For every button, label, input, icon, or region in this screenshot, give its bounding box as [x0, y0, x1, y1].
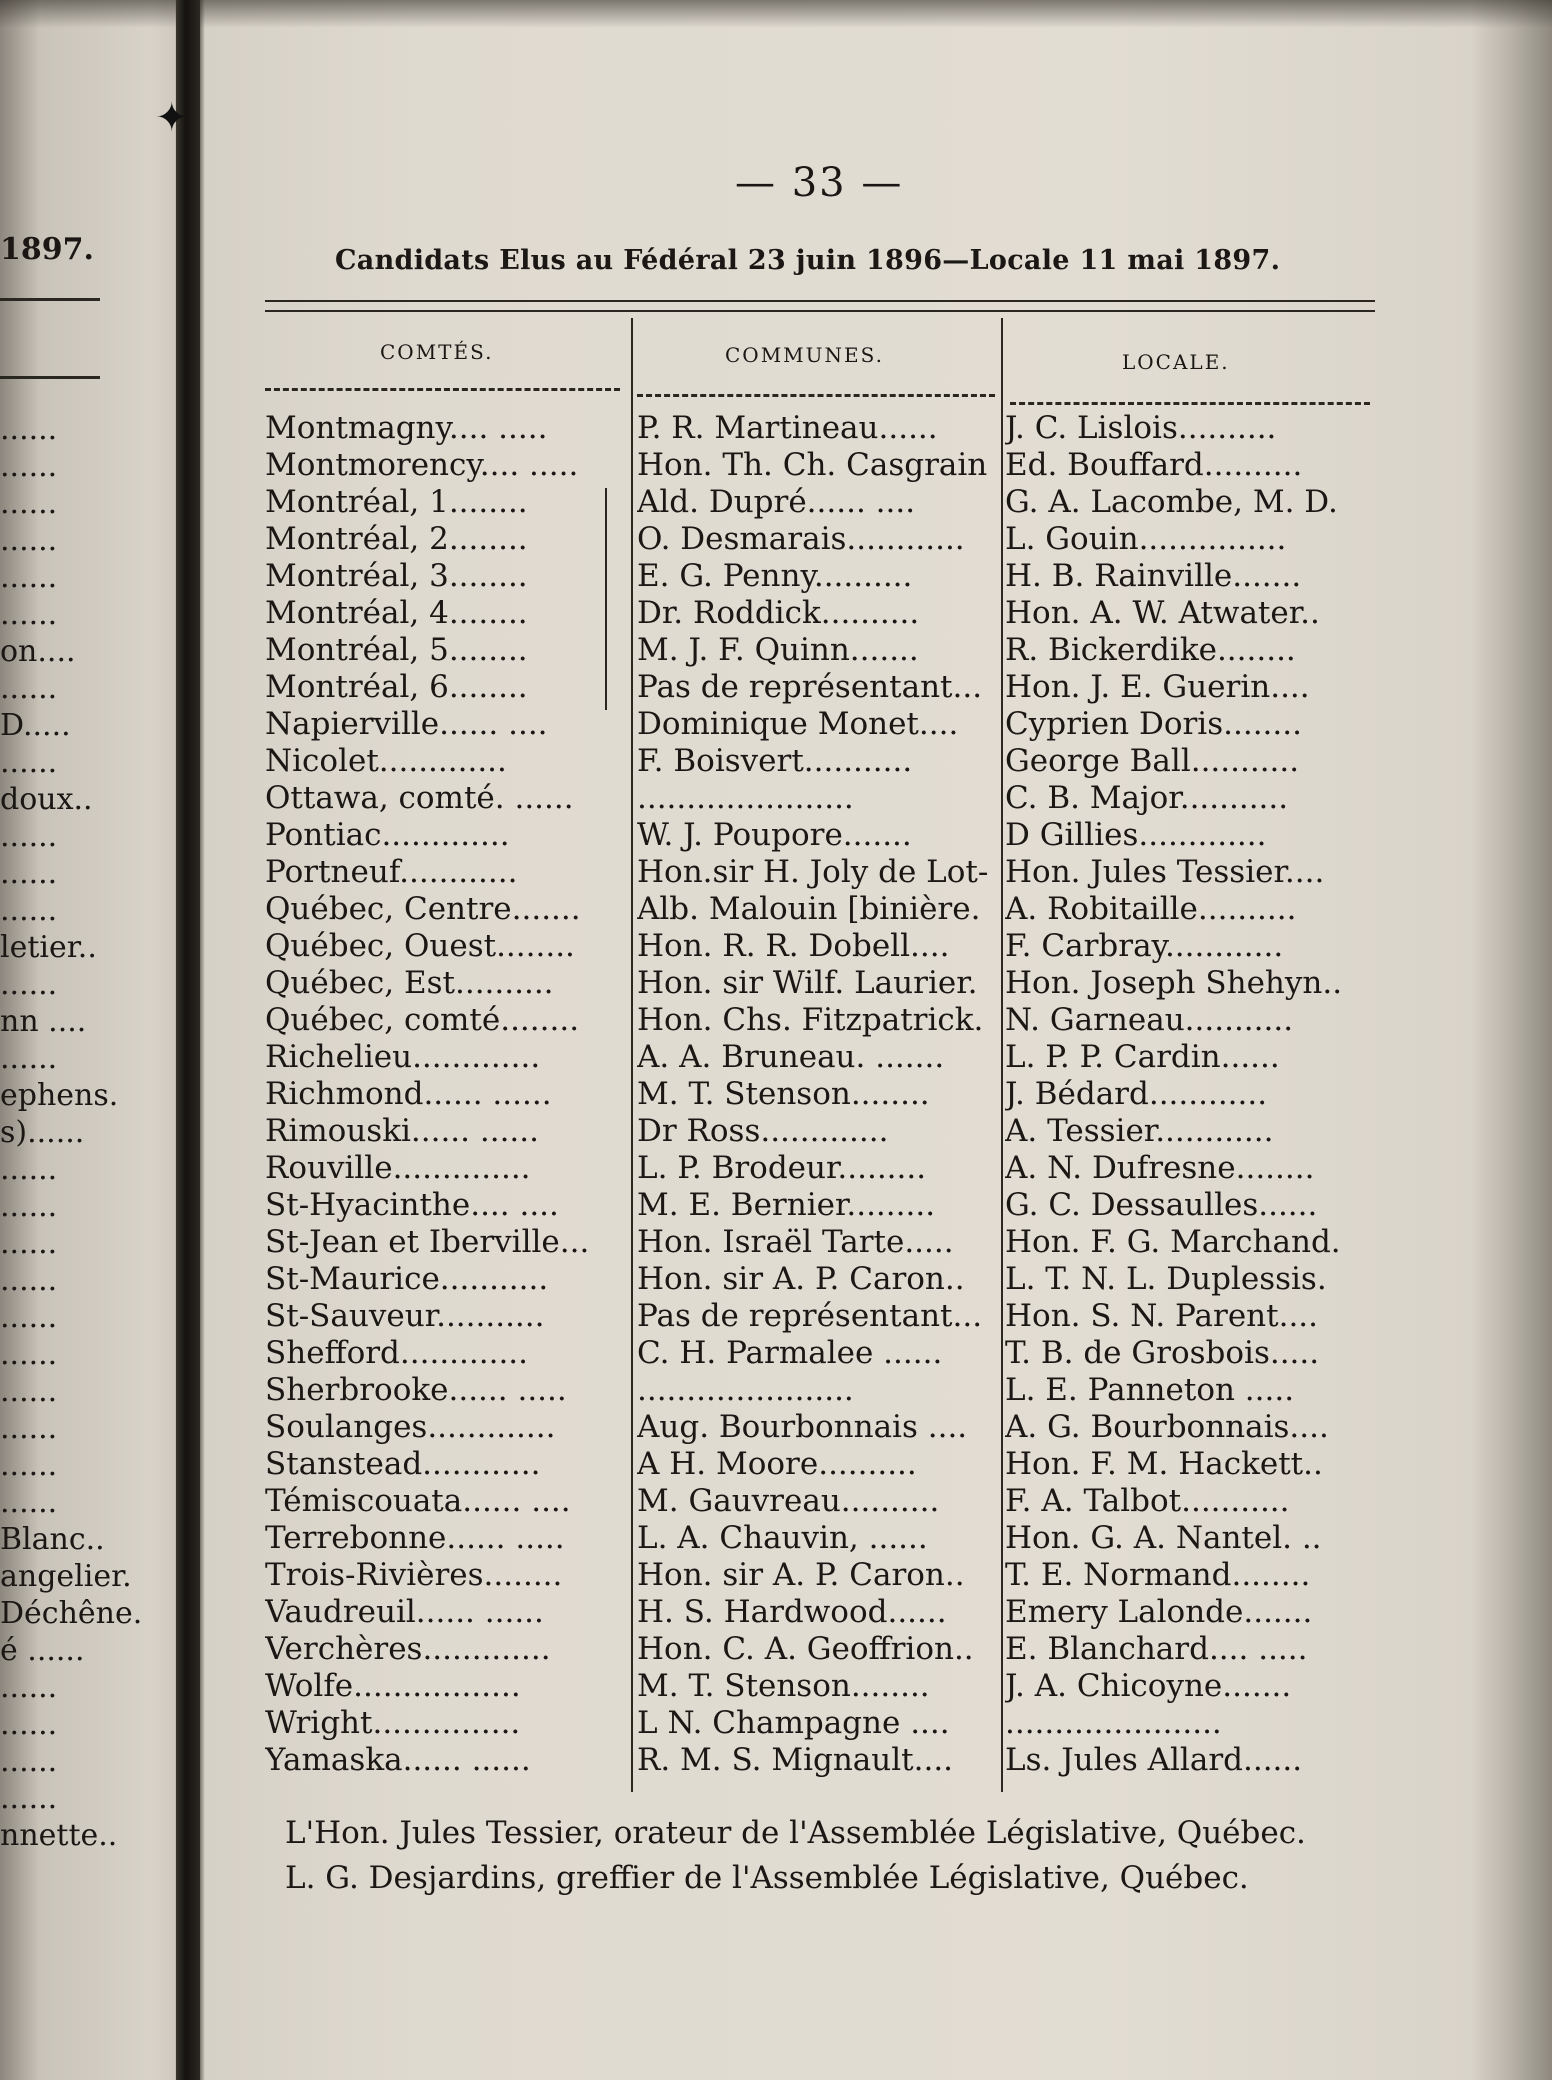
left-page-line: nn .... — [0, 1004, 87, 1039]
communes-cell: H. S. Hardwood...... — [637, 1594, 947, 1630]
table-row — [205, 1187, 1405, 1224]
left-page-line: Déchêne. — [0, 1596, 143, 1631]
county-cell: Napierville...... .... — [265, 706, 548, 742]
left-page-line: ...... — [0, 1374, 58, 1409]
county-cell: Nicolet............. — [265, 743, 507, 779]
table-row — [205, 1261, 1405, 1298]
table-row — [205, 1409, 1405, 1446]
left-page-line: ...... — [0, 1041, 58, 1076]
locale-cell: D Gillies............. — [1005, 817, 1267, 853]
left-page-line: ...... — [0, 1485, 58, 1520]
right-page — [205, 0, 1505, 2080]
left-page-line: Blanc.. — [0, 1522, 105, 1557]
county-cell: Montréal, 5........ — [265, 632, 528, 668]
left-page-line: ...... — [0, 1781, 58, 1816]
locale-cell: J. C. Lislois.......... — [1005, 410, 1277, 446]
left-page-fragment — [0, 0, 180, 2080]
county-cell: Soulanges............. — [265, 1409, 556, 1445]
left-page-line: ...... — [0, 745, 58, 780]
table-row — [205, 1705, 1405, 1742]
locale-cell: H. B. Rainville....... — [1005, 558, 1302, 594]
locale-cell: T. B. de Grosbois..... — [1005, 1335, 1320, 1371]
table-row — [205, 632, 1405, 669]
communes-cell: Hon. Israël Tarte..... — [637, 1224, 954, 1260]
locale-cell: Hon. J. E. Guerin.... — [1005, 669, 1310, 705]
communes-cell: L N. Champagne .... — [637, 1705, 950, 1741]
communes-cell: Hon. Th. Ch. Casgrain — [637, 447, 988, 483]
page-header: Candidats Elus au Fédéral 23 juin 1896—Locale 11 mai 1897. — [335, 245, 1281, 276]
table-row — [205, 1076, 1405, 1113]
page-number: — 33 — — [735, 160, 904, 206]
county-cell: Pontiac............. — [265, 817, 510, 853]
communes-cell: M. E. Bernier......... — [637, 1187, 936, 1223]
left-page-line: ...... — [0, 486, 58, 521]
communes-cell: E. G. Penny.......... — [637, 558, 913, 594]
left-page-rule — [0, 298, 100, 301]
locale-cell: Hon. F. M. Hackett.. — [1005, 1446, 1323, 1482]
locale-cell: Hon. Jules Tessier.... — [1005, 854, 1325, 890]
table-row — [205, 558, 1405, 595]
county-cell: Sherbrooke...... ..... — [265, 1372, 567, 1408]
table-row — [205, 1298, 1405, 1335]
locale-cell: L. T. N. L. Duplessis. — [1005, 1261, 1327, 1297]
left-page-line: ...... — [0, 523, 58, 558]
table-row — [205, 965, 1405, 1002]
communes-cell: Hon. sir A. P. Caron.. — [637, 1557, 965, 1593]
locale-cell: N. Garneau........... — [1005, 1002, 1294, 1038]
communes-cell: Hon. sir Wilf. Laurier. — [637, 965, 978, 1001]
county-cell: Québec, Est.......... — [265, 965, 554, 1001]
left-page-line: ...... — [0, 560, 58, 595]
table-row — [205, 743, 1405, 780]
county-cell: Trois-Rivières........ — [265, 1557, 563, 1593]
left-page-line: ...... — [0, 1707, 58, 1742]
left-page-line: on.... — [0, 634, 76, 669]
communes-cell: W. J. Poupore....... — [637, 817, 912, 853]
column-header-comtes: COMTÉS. — [380, 340, 494, 364]
communes-cell: Pas de représentant... — [637, 669, 983, 705]
table-row — [205, 780, 1405, 817]
communes-cell: ...................... — [637, 1372, 854, 1408]
locale-cell: R. Bickerdike........ — [1005, 632, 1296, 668]
left-page-line: ...... — [0, 1670, 58, 1705]
table-row — [205, 1668, 1405, 1705]
county-cell: St-Jean et Iberville... — [265, 1224, 590, 1260]
table-row — [205, 1446, 1405, 1483]
communes-cell: Dominique Monet.... — [637, 706, 959, 742]
locale-cell: Hon. A. W. Atwater.. — [1005, 595, 1320, 631]
locale-cell: J. A. Chicoyne....... — [1005, 1668, 1292, 1704]
table-row — [205, 669, 1405, 706]
communes-cell: A. A. Bruneau. ....... — [637, 1039, 945, 1075]
locale-cell: L. Gouin............... — [1005, 521, 1287, 557]
county-cell: Rimouski...... ...... — [265, 1113, 539, 1149]
table-row — [205, 1372, 1405, 1409]
county-cell: Rouville.............. — [265, 1150, 531, 1186]
column-header-communes: COMMUNES. — [725, 343, 884, 367]
table-row — [205, 891, 1405, 928]
communes-cell: O. Desmarais............ — [637, 521, 965, 557]
communes-cell: L. P. Brodeur......... — [637, 1150, 927, 1186]
left-page-line: ...... — [0, 1448, 58, 1483]
communes-cell: C. H. Parmalee ...... — [637, 1335, 943, 1371]
left-page-line: ...... — [0, 1300, 58, 1335]
left-page-line: ...... — [0, 1226, 58, 1261]
left-page-line: ephens. — [0, 1078, 119, 1113]
county-cell: Montmorency.... ..... — [265, 447, 579, 483]
county-cell: Montréal, 6........ — [265, 669, 528, 705]
left-page-line: angelier. — [0, 1559, 132, 1594]
communes-cell: Ald. Dupré...... .... — [637, 484, 916, 520]
left-page-line: ...... — [0, 1744, 58, 1779]
communes-cell: Hon.sir H. Joly de Lot- — [637, 854, 989, 890]
locale-cell: T. E. Normand........ — [1005, 1557, 1311, 1593]
communes-cell: Hon. Chs. Fitzpatrick. — [637, 1002, 984, 1038]
table-row — [205, 447, 1405, 484]
communes-cell: R. M. S. Mignault.... — [637, 1742, 954, 1778]
page-gutter — [176, 0, 200, 2080]
table-row — [205, 484, 1405, 521]
county-cell: Verchères............. — [265, 1631, 551, 1667]
locale-cell: Hon. G. A. Nantel. .. — [1005, 1520, 1322, 1556]
footer-line: L. G. Desjardins, greffier de l'Assemblée Législative, Québec. — [285, 1860, 1249, 1896]
results-table — [205, 410, 1405, 1779]
left-page-line: ...... — [0, 819, 58, 854]
left-page-line: é ...... — [0, 1633, 85, 1668]
table-row — [205, 1039, 1405, 1076]
table-row — [205, 1520, 1405, 1557]
county-cell: Stanstead............ — [265, 1446, 541, 1482]
county-cell: Wolfe................. — [265, 1668, 521, 1704]
locale-cell: J. Bédard............ — [1005, 1076, 1268, 1112]
locale-cell: Hon. F. G. Marchand. — [1005, 1224, 1341, 1260]
locale-cell: L. E. Panneton ..... — [1005, 1372, 1295, 1408]
county-cell: Témiscouata...... .... — [265, 1483, 571, 1519]
table-row — [205, 1150, 1405, 1187]
table-row — [205, 521, 1405, 558]
county-cell: Richmond...... ...... — [265, 1076, 552, 1112]
communes-cell: A H. Moore.......... — [637, 1446, 917, 1482]
county-cell: Ottawa, comté. ...... — [265, 780, 574, 816]
communes-cell: F. Boisvert........... — [637, 743, 913, 779]
left-page-line: ...... — [0, 671, 58, 706]
communes-cell: Pas de représentant... — [637, 1298, 983, 1334]
county-cell: Richelieu............. — [265, 1039, 541, 1075]
table-row — [205, 1631, 1405, 1668]
county-cell: Québec, Ouest........ — [265, 928, 575, 964]
locale-cell: G. C. Dessaulles...... — [1005, 1187, 1318, 1223]
column-rule — [637, 394, 995, 397]
left-page-line: nnette.. — [0, 1818, 118, 1853]
communes-cell: Hon. C. A. Geoffrion.. — [637, 1631, 974, 1667]
left-page-line: s)...... — [0, 1115, 85, 1150]
communes-cell: M. J. F. Quinn....... — [637, 632, 919, 668]
locale-cell: A. N. Dufresne........ — [1005, 1150, 1315, 1186]
left-page-line: ...... — [0, 597, 58, 632]
locale-cell: F. A. Talbot........... — [1005, 1483, 1290, 1519]
locale-cell: L. P. P. Cardin...... — [1005, 1039, 1280, 1075]
locale-cell: Cyprien Doris........ — [1005, 706, 1302, 742]
communes-cell: L. A. Chauvin, ...... — [637, 1520, 928, 1556]
county-cell: Vaudreuil...... ...... — [265, 1594, 544, 1630]
left-page-line: ...... — [0, 1152, 58, 1187]
locale-cell: ...................... — [1005, 1705, 1222, 1741]
table-row — [205, 854, 1405, 891]
locale-cell: Hon. S. N. Parent.... — [1005, 1298, 1319, 1334]
county-cell: Montréal, 4........ — [265, 595, 528, 631]
communes-cell: P. R. Martineau...... — [637, 410, 938, 446]
locale-cell: A. Robitaille.......... — [1005, 891, 1297, 927]
footer-line: L'Hon. Jules Tessier, orateur de l'Assemblée Législative, Québec. — [285, 1815, 1306, 1851]
left-page-line: ...... — [0, 856, 58, 891]
table-row — [205, 1113, 1405, 1150]
column-rule — [265, 388, 620, 391]
table-row — [205, 1483, 1405, 1520]
county-cell: Portneuf............ — [265, 854, 518, 890]
county-cell: Québec, Centre....... — [265, 891, 581, 927]
county-cell: Montréal, 3........ — [265, 558, 528, 594]
left-page-line: ...... — [0, 893, 58, 928]
locale-cell: F. Carbray............ — [1005, 928, 1284, 964]
left-page-line: ...... — [0, 967, 58, 1002]
left-page-line: doux.. — [0, 782, 93, 817]
locale-cell: A. Tessier............ — [1005, 1113, 1274, 1149]
county-cell: Québec, comté........ — [265, 1002, 580, 1038]
table-row — [205, 817, 1405, 854]
header-rule-bottom — [265, 310, 1375, 312]
left-page-line: ...... — [0, 1337, 58, 1372]
locale-cell: E. Blanchard.... ..... — [1005, 1631, 1308, 1667]
table-row — [205, 706, 1405, 743]
communes-cell: Dr Ross............. — [637, 1113, 889, 1149]
left-page-line: ...... — [0, 1263, 58, 1298]
left-page-year: 1897. — [0, 232, 94, 267]
left-page-rule — [0, 376, 100, 379]
left-page-line: ...... — [0, 1189, 58, 1224]
communes-cell: Alb. Malouin [binière. — [637, 891, 981, 927]
county-cell: Wright............... — [265, 1705, 521, 1741]
locale-cell: G. A. Lacombe, M. D. — [1005, 484, 1338, 520]
locale-cell: Ed. Bouffard.......... — [1005, 447, 1303, 483]
county-cell: Terrebonne...... ..... — [265, 1520, 565, 1556]
left-page-line: ...... — [0, 412, 58, 447]
locale-cell: Emery Lalonde....... — [1005, 1594, 1313, 1630]
left-page-line: ...... — [0, 1411, 58, 1446]
table-row — [205, 1557, 1405, 1594]
table-row — [205, 410, 1405, 447]
county-cell: St-Maurice........... — [265, 1261, 549, 1297]
table-row — [205, 595, 1405, 632]
column-rule — [1010, 402, 1370, 405]
communes-cell: ...................... — [637, 780, 854, 816]
locale-cell: George Ball........... — [1005, 743, 1300, 779]
county-cell: Yamaska...... ...... — [265, 1742, 531, 1778]
table-row — [205, 1002, 1405, 1039]
communes-cell: Hon. sir A. P. Caron.. — [637, 1261, 965, 1297]
locale-cell: Ls. Jules Allard...... — [1005, 1742, 1303, 1778]
locale-cell: C. B. Major........... — [1005, 780, 1289, 816]
county-cell: Montmagny.... ..... — [265, 410, 548, 446]
county-cell: St-Hyacinthe.... .... — [265, 1187, 559, 1223]
table-row — [205, 1742, 1405, 1779]
communes-cell: Aug. Bourbonnais .... — [637, 1409, 968, 1445]
left-page-line: D..... — [0, 708, 71, 743]
table-row — [205, 1335, 1405, 1372]
header-rule-top — [265, 300, 1375, 302]
county-cell: Montréal, 1........ — [265, 484, 528, 520]
communes-cell: Hon. R. R. Dobell.... — [637, 928, 950, 964]
county-cell: Montréal, 2........ — [265, 521, 528, 557]
communes-cell: M. Gauvreau.......... — [637, 1483, 940, 1519]
table-row — [205, 1594, 1405, 1631]
communes-cell: M. T. Stenson........ — [637, 1076, 930, 1112]
county-cell: Shefford............. — [265, 1335, 529, 1371]
table-row — [205, 1224, 1405, 1261]
left-page-line: ...... — [0, 449, 58, 484]
locale-cell: Hon. Joseph Shehyn.. — [1005, 965, 1343, 1001]
binding-mark: ✦ — [155, 95, 189, 141]
table-row — [205, 928, 1405, 965]
column-header-locale: LOCALE. — [1122, 350, 1230, 374]
communes-cell: M. T. Stenson........ — [637, 1668, 930, 1704]
left-page-line: letier.. — [0, 930, 97, 965]
county-cell: St-Sauveur........... — [265, 1298, 545, 1334]
locale-cell: A. G. Bourbonnais.... — [1005, 1409, 1329, 1445]
communes-cell: Dr. Roddick.......... — [637, 595, 920, 631]
